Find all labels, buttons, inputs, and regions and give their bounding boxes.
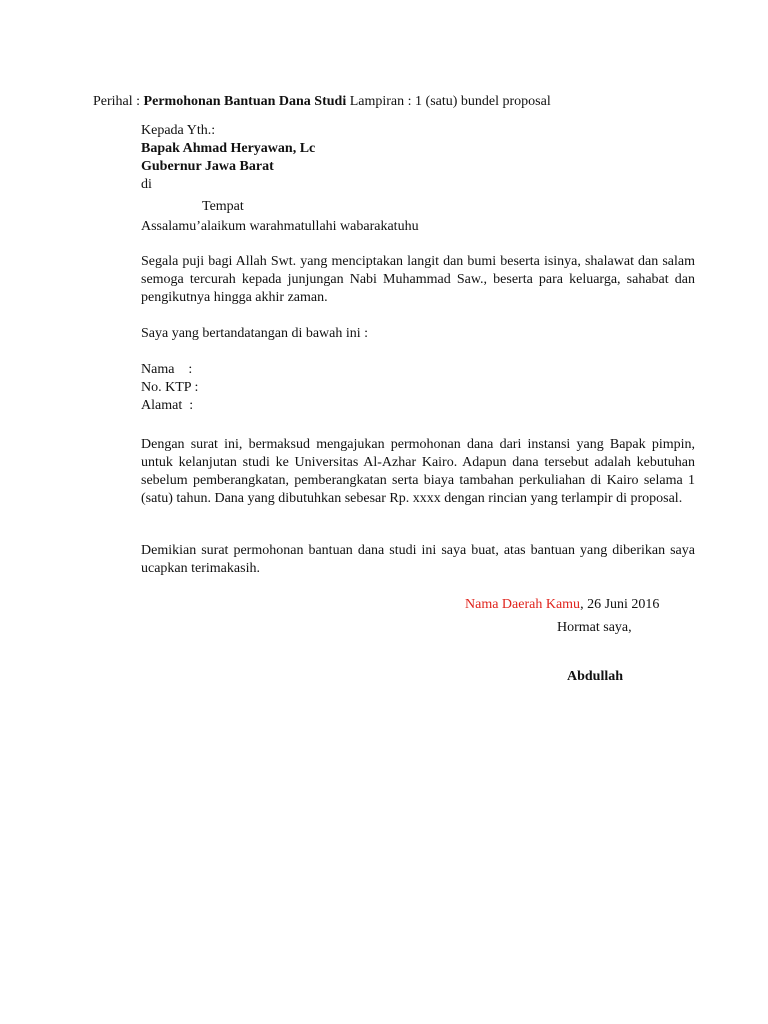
request-paragraph: Dengan surat ini, bermaksud mengajukan permohonan dana dari instansi yang Bapak pimpin, untuk kelanjutan studi ke Universitas Al-Azhar Kairo. Adapun dana tersebut adalah kebutuhan sebelum pemberangkatan, pemberangkatan serta biaya tambahan perkuliahan di Kairo selama 1 (satu) tahun. Dana yang dibutuhkan sebesar Rp. xxxx dengan rincian yang terlampir di proposal. [141, 437, 695, 506]
greeting: Assalamu’alaikum warahmatullahi wabarakatuhu [141, 219, 419, 234]
recipient-address [141, 122, 695, 216]
recipient-place: Tempat [202, 199, 244, 214]
subject-label: Perihal : [93, 94, 144, 109]
field-alamat: Alamat : [141, 398, 194, 413]
place-placeholder: Nama Daerah Kamu [465, 597, 581, 612]
letter-date: , 26 Juni 2016 [580, 597, 660, 612]
subject-line [93, 93, 551, 111]
recipient-position: Gubernur Jawa Barat [141, 159, 274, 174]
place-date [465, 596, 659, 614]
intro-paragraph: Saya yang bertandatangan di bawah ini : [141, 326, 369, 341]
recipient-name: Bapak Ahmad Heryawan, Lc [141, 141, 316, 156]
applicant-fields [141, 361, 695, 415]
attachment-info: Lampiran : 1 (satu) bundel proposal [346, 94, 551, 109]
signer-name: Abdullah [567, 669, 624, 684]
recipient-at: di [141, 177, 152, 192]
recipient-salutation: Kepada Yth.: [141, 123, 216, 138]
field-nama: Nama : [141, 362, 193, 377]
subject-title: Permohonan Bantuan Dana Studi [143, 94, 347, 109]
closing-paragraph: Demikian surat permohonan bantuan dana studi ini saya buat, atas bantuan yang diberikan saya ucapkan terimakasih. [141, 543, 695, 576]
closing-salutation: Hormat saya, [557, 620, 632, 635]
field-ktp: No. KTP : [141, 380, 199, 395]
opening-paragraph: Segala puji bagi Allah Swt. yang menciptakan langit dan bumi beserta isinya, shalawat dan salam semoga tercurah kepada junjungan Nabi Muhammad Saw., beserta para keluarga, sahabat dan pengikutnya hingga akhir zaman. [141, 254, 695, 305]
